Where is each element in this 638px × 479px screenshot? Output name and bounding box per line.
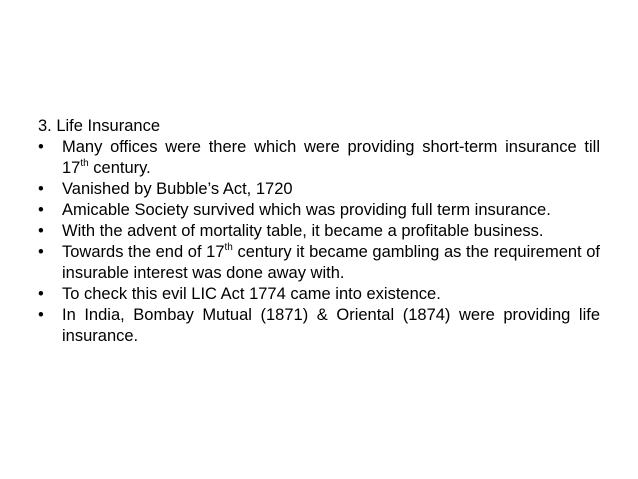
list-item-text: With the advent of mortality table, it became a profitable business. [62, 222, 544, 240]
bullet-icon: • [38, 180, 44, 198]
list-item [38, 179, 600, 200]
list-item-text: In India, Bombay Mutual (1871) & Oriental (1874) were providing life insurance. [62, 306, 600, 345]
bullet-icon: • [38, 243, 44, 261]
list-item-text: Many offices were there which were providing short-term insurance till 17th century. [62, 138, 600, 177]
bullet-icon: • [38, 201, 44, 219]
list-item [38, 200, 600, 221]
section-heading: 3. Life Insurance [38, 117, 160, 135]
list-item [38, 137, 600, 179]
list-item [38, 242, 600, 284]
list-item [38, 284, 600, 305]
bullet-list [38, 137, 600, 347]
list-item-text: To check this evil LIC Act 1774 came into existence. [62, 285, 441, 303]
bullet-icon: • [38, 285, 44, 303]
slide-content [38, 116, 600, 347]
bullet-icon: • [38, 138, 44, 156]
list-item-text: Towards the end of 17th century it became gambling as the requirement of insurable interest was done away with. [62, 241, 601, 282]
bullet-icon: • [38, 306, 44, 324]
list-item [38, 305, 600, 347]
list-item [38, 221, 600, 242]
list-item-text: Vanished by Bubble’s Act, 1720 [62, 180, 293, 198]
bullet-icon: • [38, 222, 44, 240]
list-item-text: Amicable Society survived which was providing full term insurance. [62, 201, 551, 219]
